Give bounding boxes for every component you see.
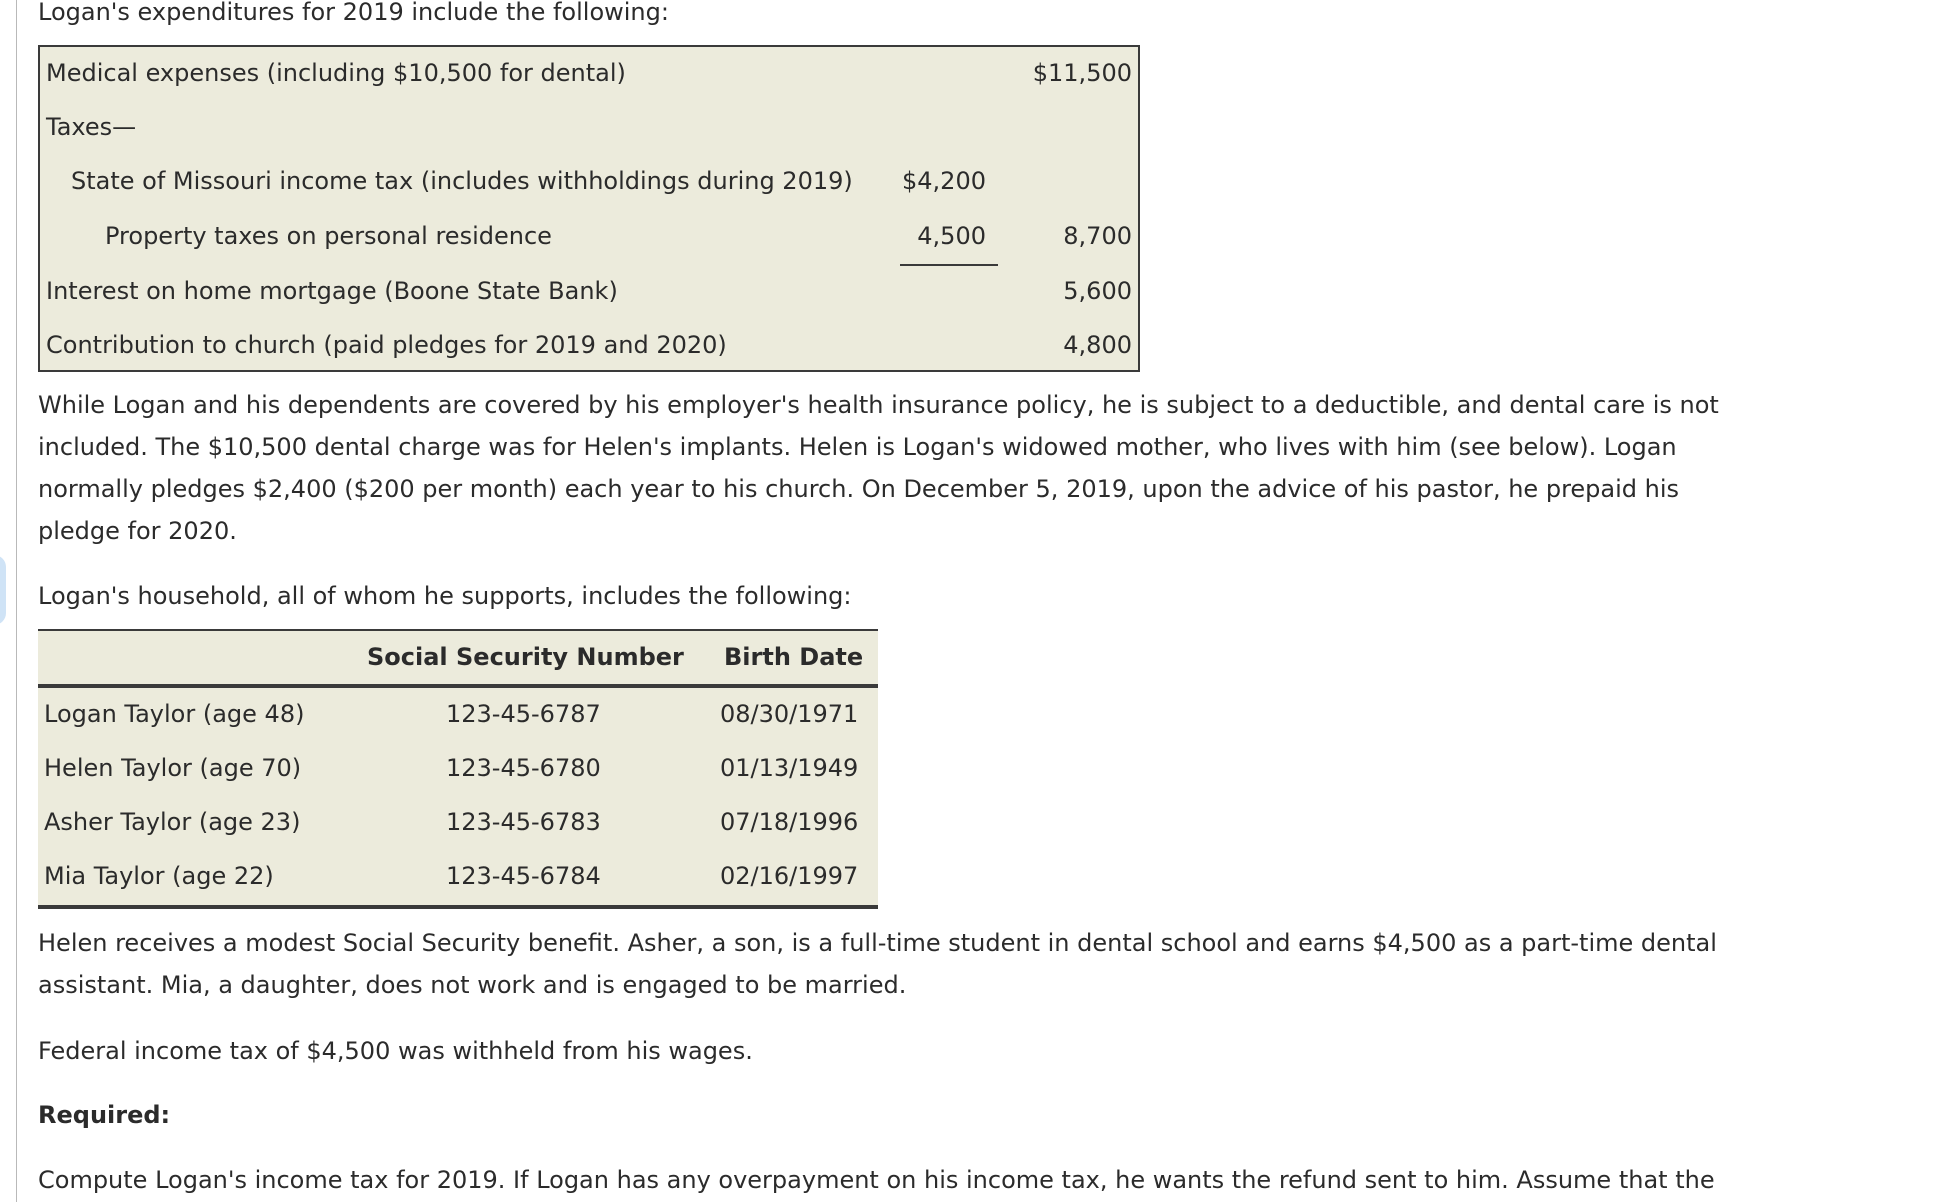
member-ssn: 123-45-6787 [446,700,601,728]
expenditure-subamount: $4,200 [902,167,986,195]
member-name: Mia Taylor (age 22) [44,862,274,890]
member-ssn: 123-45-6780 [446,754,601,782]
household-intro: Logan's household, all of whom he supports, includes the following: [38,582,852,610]
expenditure-row-state-tax [40,155,1138,209]
expenditure-total: 4,800 [1063,331,1132,359]
federal-tax-paragraph: Federal income tax of $4,500 was withheld from his wages. [38,1037,753,1065]
household-table [38,629,878,909]
expenditure-row-church [40,319,1138,373]
member-name: Asher Taylor (age 23) [44,808,301,836]
table-row [38,850,878,904]
expenditure-total: $11,500 [1032,59,1132,87]
table-row [38,742,878,796]
table-row [38,796,878,850]
member-ssn: 123-45-6783 [446,808,601,836]
left-border-rule [16,0,17,1202]
member-name: Logan Taylor (age 48) [44,700,305,728]
required-heading: Required: [38,1101,171,1129]
expenditures-table [38,45,1140,372]
column-header-birth-date: Birth Date [724,643,864,671]
member-name: Helen Taylor (age 70) [44,754,302,782]
member-birth-date: 01/13/1949 [720,754,859,782]
expenditure-label: Property taxes on personal residence [105,222,552,250]
expenditure-row-medical [40,47,1138,101]
member-ssn: 123-45-6784 [446,862,601,890]
expenditure-total: 8,700 [1063,222,1132,250]
insurance-paragraph: While Logan and his dependents are covered by his employer's health insurance policy, he is subject to a deductible, and dental care is not included. The $10,500 dental charge was for Helen's implants. Helen is Logan's widowed mother, who lives with him (see below). Logan normally pledges $2,400 ($200 per month) each year to his church. On December 5, 2019, upon the advice of his pastor, he prepaid his pledge for 2020. [38,391,1719,545]
compute-paragraph: Compute Logan's income tax for 2019. If Logan has any overpayment on his income tax, he wants the refund sent to him. Assume that the [38,1166,1715,1194]
expenditure-label: State of Missouri income tax (includes withholdings during 2019) [71,167,853,195]
table-top-rule [38,629,878,631]
table-bottom-rule [38,905,878,909]
helen-paragraph: Helen receives a modest Social Security benefit. Asher, a son, is a full-time student in dental school and earns $4,500 as a part-time dental assistant. Mia, a daughter, does not work and is engaged to be married. [38,929,1717,999]
expenditure-row-mortgage [40,265,1138,319]
expenditure-label: Taxes— [46,113,137,141]
table-row [38,688,878,742]
expenditures-intro: Logan's expenditures for 2019 include the following: [38,0,669,26]
expenditure-row-taxes [40,101,1138,155]
column-header-ssn: Social Security Number [367,643,684,671]
expenditure-row-property-tax [40,210,1138,264]
expenditure-label: Medical expenses (including $10,500 for dental) [46,59,626,87]
expenditure-total: 5,600 [1063,277,1132,305]
member-birth-date: 08/30/1971 [720,700,859,728]
member-birth-date: 02/16/1997 [720,862,859,890]
member-birth-date: 07/18/1996 [720,808,859,836]
side-panel-tab[interactable] [0,555,6,625]
expenditure-label: Interest on home mortgage (Boone State Bank) [46,277,618,305]
expenditure-label: Contribution to church (paid pledges for 2019 and 2020) [46,331,727,359]
expenditure-subamount: 4,500 [917,222,986,250]
